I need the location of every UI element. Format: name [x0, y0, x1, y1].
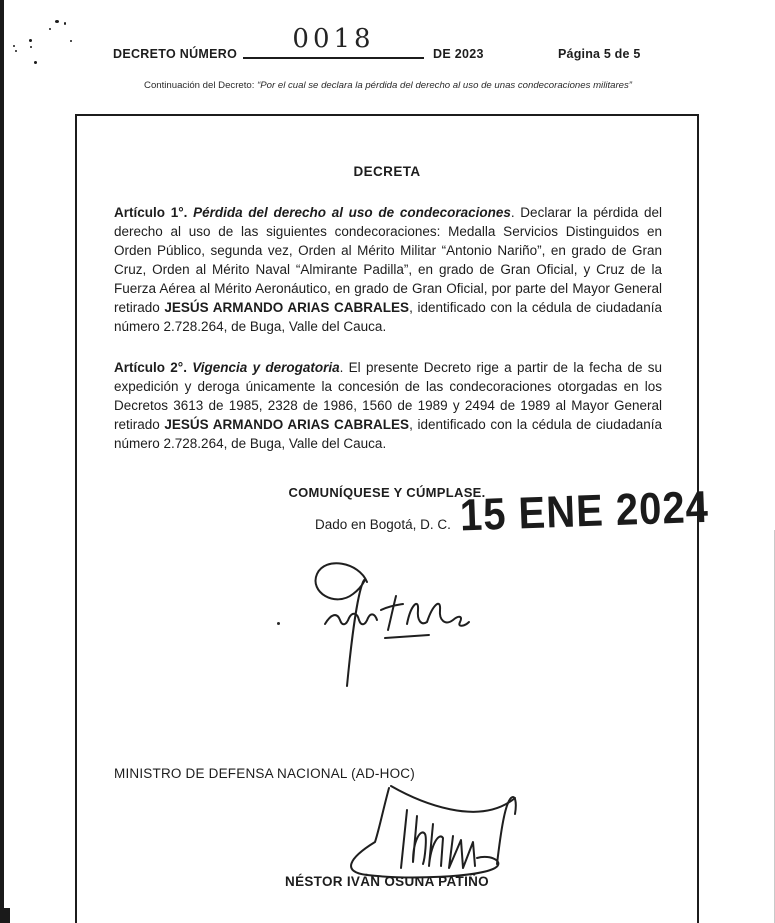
date-stamp: 15 ENE 2024: [459, 482, 710, 541]
continuation-line: [87, 80, 689, 92]
decree-number-label: DECRETO NÚMERO: [113, 47, 238, 61]
ink-speck: [15, 50, 17, 52]
ink-speck: [277, 622, 280, 625]
closing-formula: COMUNÍQUESE Y CÚMPLASE.: [288, 485, 486, 500]
decree-number-field: [243, 24, 424, 59]
scan-edge-corner: [0, 908, 10, 923]
signature-minister: [295, 552, 515, 692]
ink-speck: [29, 39, 32, 42]
ink-speck: [13, 45, 15, 47]
page-indicator: Página 5 de 5: [558, 47, 641, 61]
ink-speck: [64, 22, 66, 25]
decree-body-frame: [75, 114, 710, 923]
decree-number-value: 0018: [292, 24, 375, 54]
decreta-heading: DECRETA: [353, 164, 421, 179]
ink-speck: [70, 40, 72, 42]
ink-speck: [55, 20, 59, 23]
article-2-paragraph: Artículo 2°. Vigencia y derogatoria. El presente Decreto rige a partir de la fecha de su expedición y deroga únicamente la concesión de las condecoraciones otorgadas en los Decretos 3613 de 1985, 2328 de 1986, 1560 de 1989 y 2494 de 1989 al Mayor General retirado JESÚS ARMANDO ARIAS CABRALES, identificado con la cédula de ciudadanía número 2.728.264, de Buga, Valle del Cauca.: [114, 360, 663, 451]
article-1-paragraph: Artículo 1°. Pérdida del derecho al uso de condecoraciones. Declarar la pérdida del derecho al uso de las siguientes condecoraciones: Medalla Servicios Distinguidos en Orden Público, segunda vez, Orden al Mérito Militar “Antonio Nariño”, en grado de Gran Cruz, Orden al Mérito Naval “Almirante Padilla”, en grado de Gran Oficial, y Cruz de la Fuerza Aérea al Mérito Aeronáutico, en grado de Gran Oficial, por parte del Mayor General retirado JESÚS ARMANDO ARIAS CABRALES, identificado con la cédula de ciudadanía número 2.728.264, de Buga, Valle del Cauca.: [114, 205, 662, 334]
ink-speck: [30, 46, 32, 48]
decree-year-label: DE 2023: [433, 47, 484, 61]
continuation-prefix: Continuación del Decreto:: [144, 80, 258, 91]
scan-edge-left: [0, 0, 4, 923]
signatory-name: NÉSTOR IVÁN OSUNA PATIÑO: [285, 874, 489, 889]
ink-speck: [49, 28, 51, 30]
issued-at-line: Dado en Bogotá, D. C.: [315, 517, 451, 532]
signatory-title: MINISTRO DE DEFENSA NACIONAL (AD-HOC): [114, 766, 415, 781]
ink-speck: [34, 61, 37, 64]
continuation-quote: “Por el cual se declara la pérdida del derecho al uso de unas condecoraciones militares”: [257, 80, 632, 91]
signature-signatory: [329, 780, 519, 880]
